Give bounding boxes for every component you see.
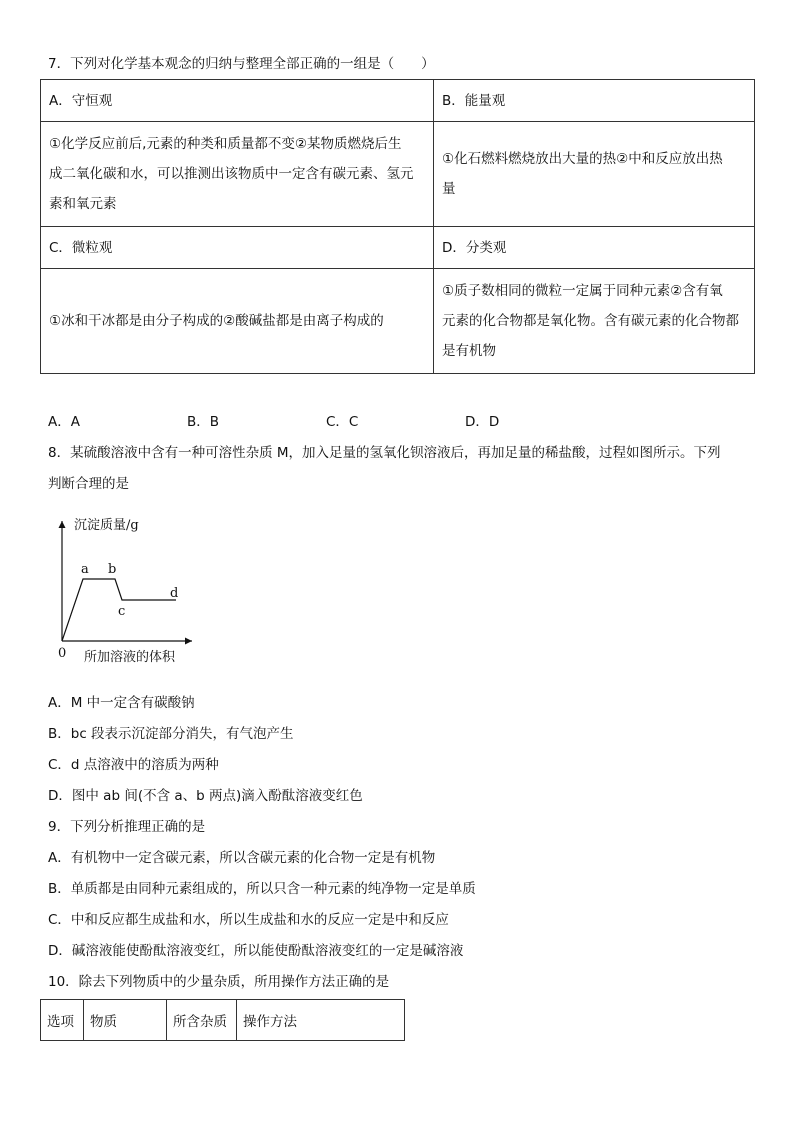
q8-stem-line1: 8．某硫酸溶液中含有一种可溶性杂质 M，加入足量的氢氧化钡溶液后，再加足量的稀盐酸，过程如图所示。下列 — [48, 445, 721, 461]
q7-option-a: A．A — [48, 414, 80, 430]
q7-option-b: B．B — [187, 414, 220, 430]
y-axis-label: 沉淀质量/g — [74, 518, 139, 533]
q10-stem: 10．除去下列物质中的少量杂质，所用操作方法正确的是 — [48, 974, 390, 990]
q8-option-a: A．M 中一定含有碳酸钠 — [48, 695, 195, 711]
q7-d-body: ①质子数相同的微粒一定属于同种元素②含有氧 元素的化合物都是氧化物。含有碳元素的化合物都 是有机物 — [434, 269, 755, 374]
q7-a-head: A．守恒观 — [41, 80, 434, 122]
q10-header-substance: 物质 — [84, 1000, 167, 1041]
q7-b-body: ①化石燃料燃烧放出大量的热②中和反应放出热 量 — [434, 122, 755, 227]
q7-d-head: D．分类观 — [434, 227, 755, 269]
q9-option-d: D．碱溶液能使酚酞溶液变红，所以能使酚酞溶液变红的一定是碱溶液 — [48, 943, 464, 959]
point-b-label: b — [108, 562, 117, 577]
q7-option-d: D．D — [465, 414, 500, 430]
q7-table — [40, 79, 755, 374]
point-a-label: a — [81, 562, 89, 577]
q10-header-method: 操作方法 — [237, 1000, 405, 1041]
origin-label: 0 — [58, 646, 67, 661]
q8-option-c: C．d 点溶液中的溶质为两种 — [48, 757, 219, 773]
q7-option-c: C．C — [326, 414, 359, 430]
q8-option-d: D．图中 ab 间(不含 a、b 两点)滴入酚酞溶液变红色 — [48, 788, 363, 804]
q7-a-body: ①化学反应前后,元素的种类和质量都不变②某物质燃烧后生 成二氧化碳和水，可以推测出该物质中一定含有碳元素、氢元 素和氧元素 — [41, 122, 434, 227]
q8-option-b: B．bc 段表示沉淀部分消失，有气泡产生 — [48, 726, 294, 742]
q10-header-option: 选项 — [41, 1000, 84, 1041]
x-axis-label: 所加溶液的体积 — [84, 650, 176, 665]
q9-option-a: A．有机物中一定含碳元素，所以含碳元素的化合物一定是有机物 — [48, 850, 436, 866]
q10-table — [40, 999, 405, 1041]
q10-header-impurity: 所含杂质 — [167, 1000, 237, 1041]
q7-c-body: ①冰和干冰都是由分子构成的②酸碱盐都是由离子构成的 — [41, 269, 434, 374]
q7-b-head: B．能量观 — [434, 80, 755, 122]
point-d-label: d — [170, 586, 179, 601]
q9-stem: 9．下列分析推理正确的是 — [48, 819, 206, 835]
q8-graph — [40, 505, 260, 675]
q9-option-b: B．单质都是由同种元素组成的，所以只含一种元素的纯净物一定是单质 — [48, 881, 476, 897]
q9-option-c: C．中和反应都生成盐和水，所以生成盐和水的反应一定是中和反应 — [48, 912, 449, 928]
q8-stem-line2: 判断合理的是 — [48, 476, 129, 492]
point-c-label: c — [118, 604, 126, 619]
q7-c-head: C．微粒观 — [41, 227, 434, 269]
q7-stem: 7．下列对化学基本观念的归纳与整理全部正确的一组是（ ） — [48, 56, 435, 72]
